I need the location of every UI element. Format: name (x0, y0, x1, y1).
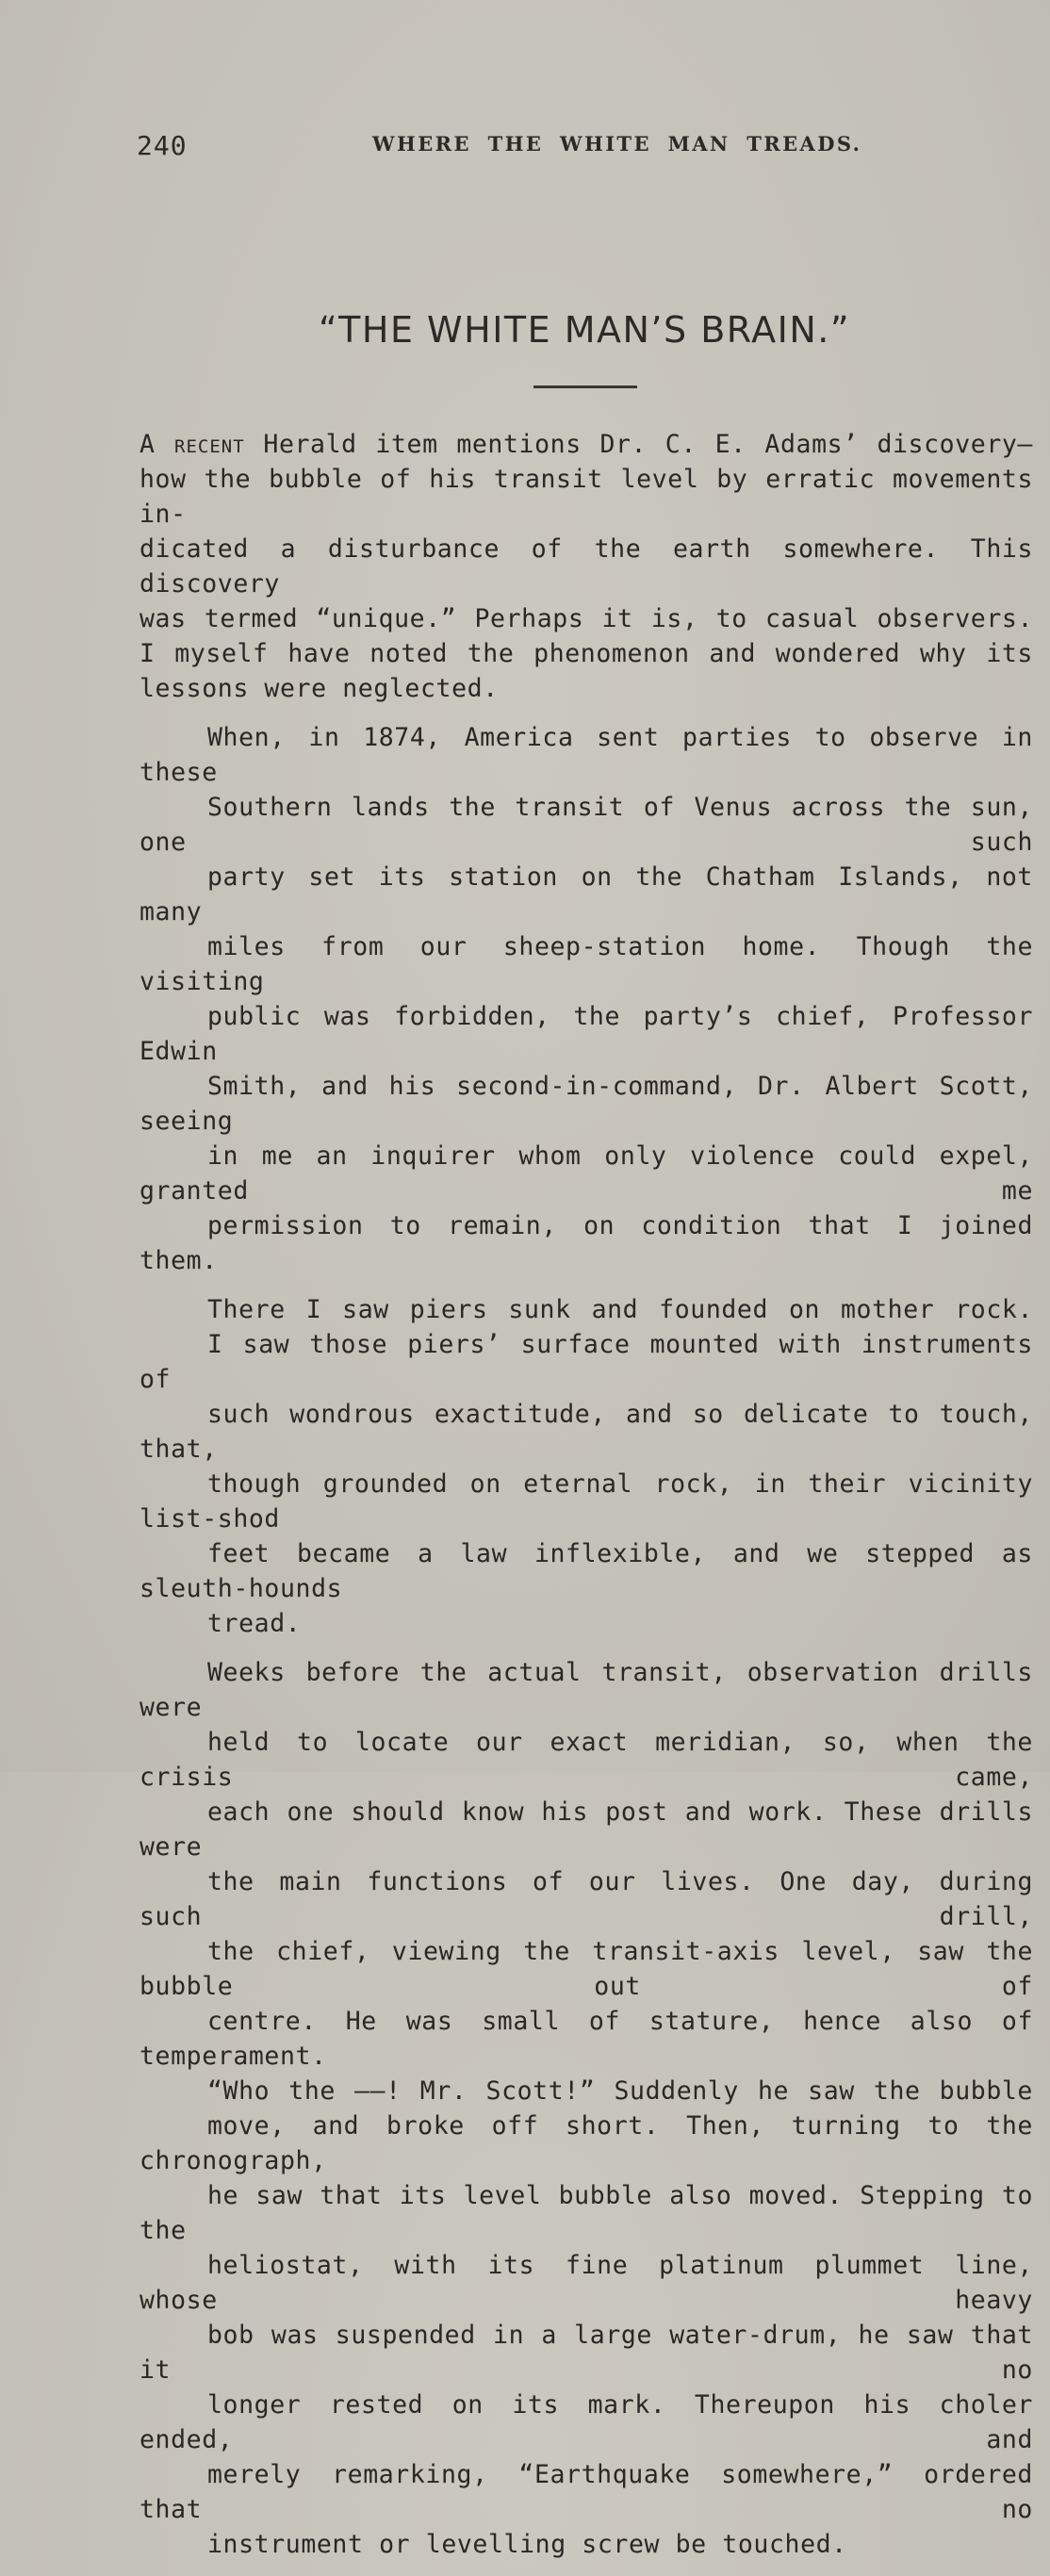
text-line: he saw that its level bubble also moved. Stepping to the (139, 2181, 1033, 2245)
text-line: instrument or levelling screw be touched. (207, 2530, 847, 2559)
body-text (139, 427, 1033, 2576)
text-line: Weeks before the actual transit, observation drills were (139, 1658, 1033, 1722)
text-line: public was forbidden, the party’s chief, Professor Edwin (139, 1002, 1033, 1066)
text-line: tread. (207, 1609, 302, 1638)
text-line: Southern lands the transit of Venus across the sun, one such (139, 793, 1033, 857)
chapter-title: “THE WHITE MAN’S BRAIN.” (318, 309, 851, 351)
text-line: lessons were neglected. (139, 674, 499, 703)
text-line: how the bubble of his transit level by erratic movements in- (139, 465, 1033, 529)
paragraph-4 (139, 1655, 1033, 2562)
text-line: permission to remain, on condition that I joined them. (139, 1211, 1033, 1275)
text-line: Smith, and his second-in-command, Dr. Albert Scott, seeing (139, 1072, 1033, 1136)
title-rule (533, 386, 637, 388)
text-line: A recent Herald item mentions Dr. C. E. Adams’ discovery— (139, 430, 1033, 459)
text-line: move, and broke off short. Then, turning to the chronograph, (139, 2111, 1033, 2175)
text-line: each one should know his post and work. These drills were (139, 1797, 1033, 1862)
text-line: such wondrous exactitude, and so delicate to touch, that, (139, 1400, 1033, 1464)
text-line: the main functions of our lives. One day, during such drill, (139, 1867, 1033, 1931)
text-line: I myself have noted the phenomenon and wondered why its (139, 639, 1033, 668)
text-line: centre. He was small of stature, hence also of temperament. (139, 2007, 1033, 2071)
text-line: though grounded on eternal rock, in their vicinity list-shod (139, 1469, 1033, 1534)
text-line: longer rested on its mark. Thereupon his choler ended, and (139, 2390, 1033, 2454)
running-title: WHERE THE WHITE MAN TREADS. (372, 132, 862, 156)
page-number: 240 (137, 130, 188, 161)
text-line: in me an inquirer whom only violence could expel, granted me (139, 1141, 1033, 1206)
text-line: dicated a disturbance of the earth somewhere. This discovery (139, 534, 1033, 599)
text-line: “Who the ——! Mr. Scott!” Suddenly he saw the bubble (207, 2076, 1033, 2106)
text-line: bob was suspended in a large water-drum, he saw that it no (139, 2321, 1033, 2385)
text-line: I saw those piers’ surface mounted with instruments of (139, 1330, 1033, 1394)
text-line: the chief, viewing the transit-axis level, saw the bubble out of (139, 1937, 1033, 2001)
text-line: party set its station on the Chatham Islands, not many (139, 862, 1033, 927)
paragraph-2 (139, 720, 1033, 1278)
text-line: merely remarking, “Earthquake somewhere,” ordered that no (139, 2460, 1033, 2524)
lead-small-caps: A recent (139, 430, 245, 459)
paragraph-1 (139, 427, 1033, 706)
text-line: There I saw piers sunk and founded on mother rock. (207, 1295, 1033, 1324)
text-line: was termed “unique.” Perhaps it is, to casual observers. (139, 604, 1033, 633)
running-head (137, 128, 1032, 166)
text-line: miles from our sheep-station home. Though the visiting (139, 932, 1033, 996)
paragraph-3 (139, 1292, 1033, 1641)
text-line: feet became a law inflexible, and we stepped as sleuth-hounds (139, 1539, 1033, 1603)
text-line: When, in 1874, America sent parties to observe in these (139, 723, 1033, 787)
text-line: held to locate our exact meridian, so, when the crisis came, (139, 1728, 1033, 1792)
text-line: heliostat, with its fine platinum plummet line, whose heavy (139, 2251, 1033, 2315)
